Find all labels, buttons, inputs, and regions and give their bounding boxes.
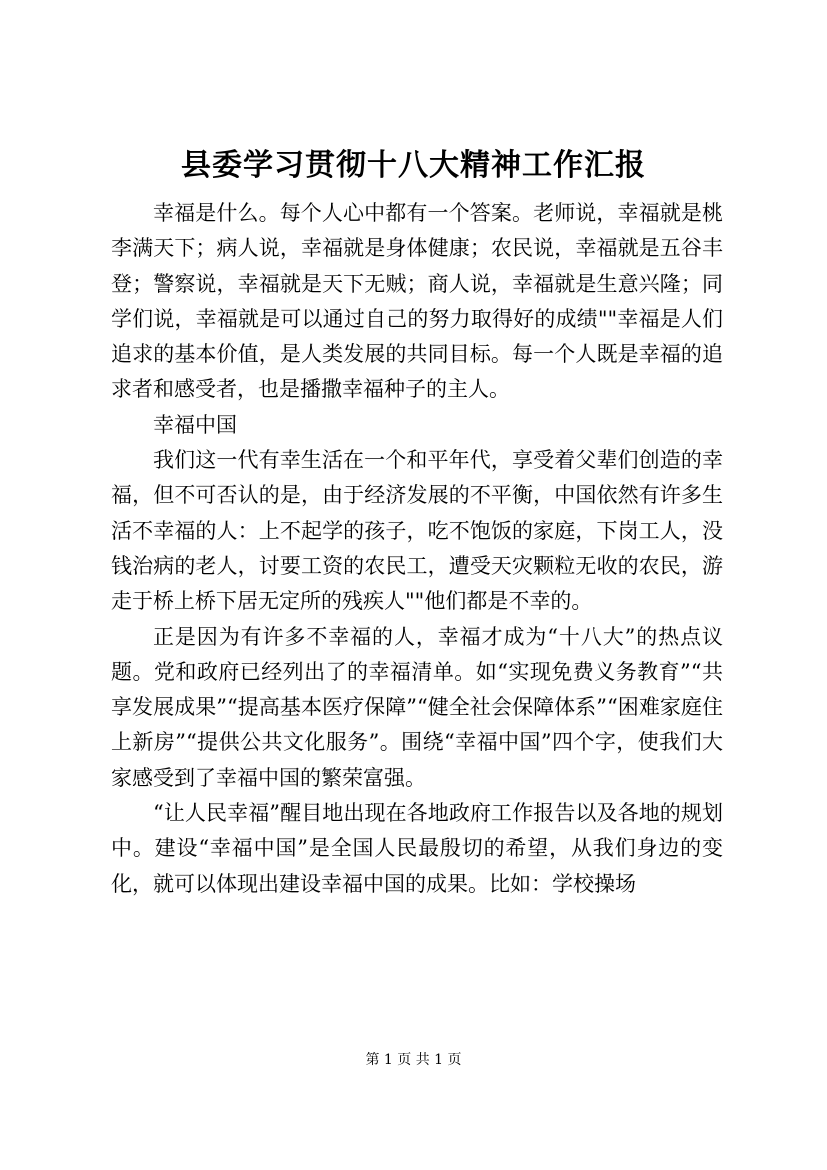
paragraph-happiness-definition: 幸福是什么。每个人心中都有一个答案。老师说，幸福就是桃李满天下；病人说，幸福就是身体健康；农民说，幸福就是五谷丰登；警察说，幸福就是天下无贼；商人说，幸福就是生意兴隆；同学们说，幸福就是可以通过自己的努力取得好的成绩""幸福是人们追求的基本价值，是人类发展的共同目标。每一个人既是幸福的追求者和感受者，也是播撒幸福种子的主人。 (111, 201, 723, 402)
document-body (111, 196, 723, 902)
paragraph-happy-people-goal: “让人民幸福”醒目地出现在各地政府工作报告以及各地的规划中。建设“幸福中国”是全国人民最殷切的希望，从我们身边的变化，就可以体现出建设幸福中国的成果。比如：学校操场 (111, 801, 723, 896)
paragraph-unhappy-people: 我们这一代有幸生活在一个和平年代，享受着父辈们创造的幸福，但不可否认的是，由于经济发展的不平衡，中国依然有许多生活不幸福的人：上不起学的孩子，吃不饱饭的家庭，下岗工人，没钱治病的老人，讨要工资的农民工，遭受天灾颗粒无收的农民，游走于桥上桥下居无定所的残疾人""他们都是不幸的。 (111, 448, 723, 614)
document-title: 县委学习贯彻十八大精神工作汇报 (181, 148, 646, 183)
paragraph-happiness-list: 正是因为有许多不幸福的人，幸福才成为“十八大”的热点议题。党和政府已经列出了的幸福清单。如“实现免费义务教育”“共享发展成果”“提高基本医疗保障”“健全社会保障体系”“困难家庭住上新房”“提供公共文化服务”。围绕“幸福中国”四个字，使我们大家感受到了幸福中国的繁荣富强。 (111, 624, 723, 790)
paragraph-section-heading: 幸福中国 (153, 412, 237, 437)
page-footer: 第 1 页 共 1 页 (365, 1052, 462, 1068)
